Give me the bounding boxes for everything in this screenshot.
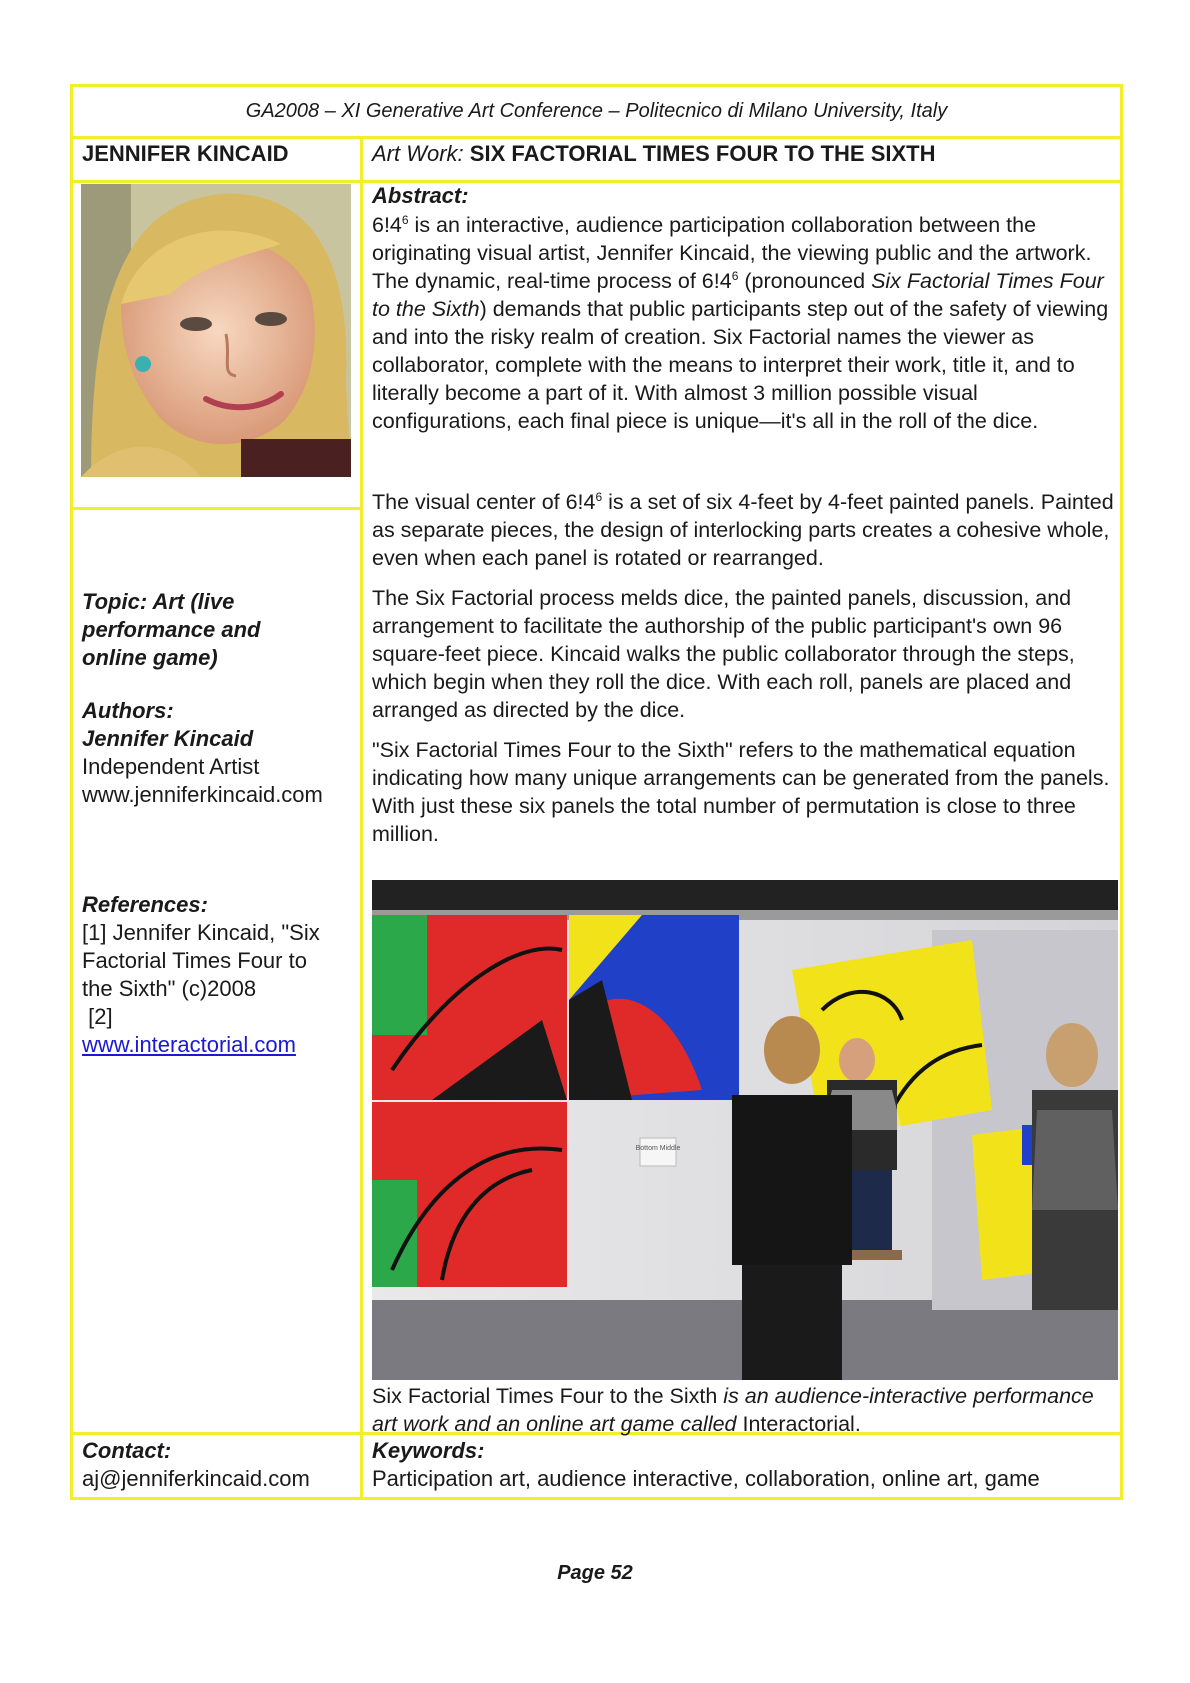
abstract-label: Abstract:	[372, 183, 469, 208]
caption-emphasis: is an audience-interactive performance art work and an online art game called	[372, 1384, 1094, 1436]
topic-line: performance and	[82, 617, 261, 642]
abstract-text: (pronounced	[738, 269, 872, 293]
artwork-title: SIX FACTORIAL TIMES FOUR TO THE SIXTH	[469, 141, 936, 166]
references-block	[82, 891, 320, 1059]
author-affiliation: Independent Artist	[82, 754, 260, 779]
gallery-photo	[372, 880, 1118, 1380]
artist-portrait	[81, 184, 351, 477]
topic-label	[82, 588, 261, 672]
artwork-label: Art Work:	[372, 141, 464, 166]
abstract-text: 6!4	[372, 213, 402, 237]
photo-sign-text: Bottom Middle	[635, 1145, 681, 1152]
reference-1: [1] Jennifer Kincaid, "Six	[82, 920, 320, 945]
caption-text: Six Factorial Times Four to the Sixth	[372, 1384, 718, 1408]
abstract-text: is a set of six 4-feet by 4-feet painted panels. Painted as separate pieces, the design of interlocking parts creates a cohesive whole, even when each panel is rotated or rearranged.	[372, 490, 1114, 570]
abstract-paragraph-4: "Six Factorial Times Four to the Sixth" refers to the mathematical equation indicating how many unique arrangements can be generated from the panels. With just these six panels the total number of permutation is close to three million.	[372, 738, 1110, 846]
topic-line: Topic: Art (live	[82, 589, 235, 614]
row-divider	[70, 180, 1123, 183]
abstract-text: is an interactive, audience participation collaboration between the originating visual artist, Jennifer Kincaid, the viewing public and the artwork. The dynamic, real-time process of 6!4	[372, 213, 1092, 293]
photo-caption	[372, 1382, 1120, 1438]
contact-label: Contact:	[82, 1438, 172, 1463]
authors-block	[82, 697, 323, 809]
reference-1: Factorial Times Four to	[82, 948, 307, 973]
author-entry: Jennifer Kincaid	[82, 726, 254, 751]
authors-label: Authors:	[82, 698, 174, 723]
row-divider	[70, 136, 1123, 139]
author-name: JENNIFER KINCAID	[82, 141, 289, 166]
superscript: 6	[731, 268, 739, 283]
keywords-label: Keywords:	[372, 1438, 485, 1463]
keywords-text: Participation art, audience interactive, collaboration, online art, game	[372, 1466, 1040, 1491]
artwork-heading	[372, 141, 936, 167]
column-divider	[360, 136, 363, 1500]
reference-2-link[interactable]: www.interactorial.com	[82, 1032, 296, 1057]
abstract-paragraph-3: The Six Factorial process melds dice, the painted panels, discussion, and arrangement to facilitate the authorship of the public participant's own 96 square-feet piece. Kincaid walks the public collaborator through the steps, which begin when they roll the dice. With each roll, panels are placed and arranged as directed by the dice.	[372, 586, 1075, 722]
topic-line: online game)	[82, 645, 218, 670]
references-label: References:	[82, 892, 208, 917]
abstract-emphasis: Six Factorial Times Four to the Sixth	[372, 269, 1104, 321]
superscript: 6	[401, 212, 409, 227]
abstract-text: The visual center of 6!4	[372, 490, 596, 514]
reference-2: [2]	[82, 1004, 113, 1029]
superscript: 6	[595, 489, 603, 504]
abstract-text: ) demands that public participants step out of the safety of viewing and into the risky realm of creation. Six Factorial names the viewer as collaborator, complete with the means to interpret their work, title it, and to literally become a part of it. With almost 3 million possible visual configurations, each final piece is unique—it's all in the roll of the dice.	[372, 297, 1109, 433]
author-website: www.jenniferkincaid.com	[82, 782, 323, 807]
contact-email: aj@jenniferkincaid.com	[82, 1466, 310, 1491]
caption-text: Interactorial.	[742, 1412, 861, 1436]
row-divider	[70, 507, 362, 510]
page-number: Page 52	[557, 1562, 633, 1584]
reference-1: the Sixth" (c)2008	[82, 976, 257, 1001]
conference-header: GA2008 – XI Generative Art Conference – Politecnico di Milano University, Italy	[245, 100, 948, 122]
abstract-paragraph-2	[372, 488, 1120, 572]
abstract-paragraph-1	[372, 211, 1120, 435]
